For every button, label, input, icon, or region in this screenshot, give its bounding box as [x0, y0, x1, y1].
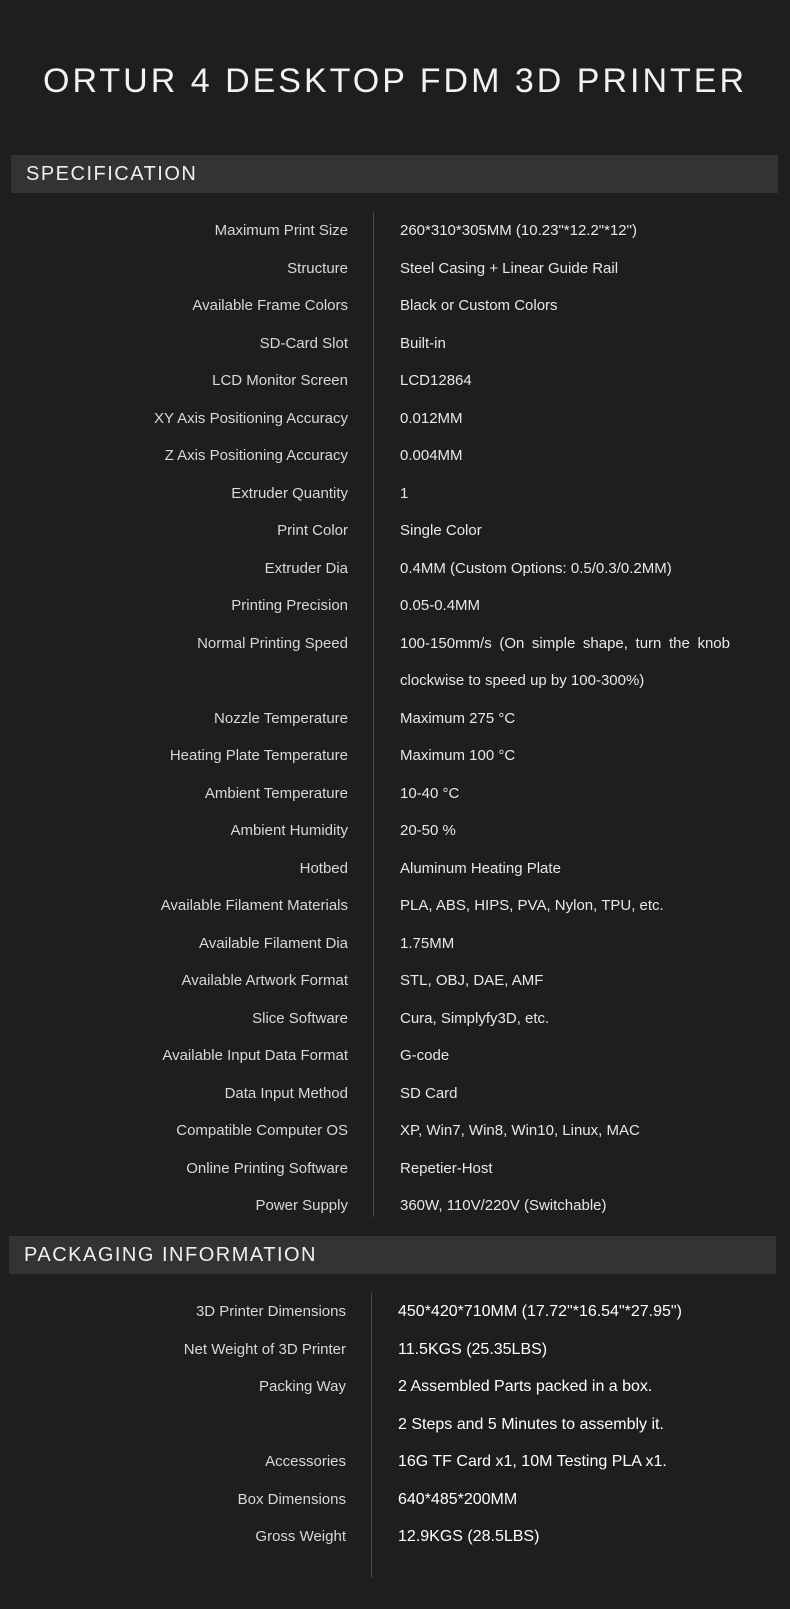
row-label: Accessories [265, 1453, 346, 1470]
row-label: XY Axis Positioning Accuracy [154, 409, 348, 427]
row-label: Power Supply [255, 1197, 348, 1214]
row-label: Gross Weight [255, 1528, 346, 1545]
table-row [0, 587, 790, 625]
row-value: Maximum 100 °C [400, 747, 516, 764]
row-value: XP, Win7, Win8, Win10, Linux, MAC [400, 1122, 640, 1139]
table-row [0, 212, 790, 250]
row-value: 16G TF Card x1, 10M Testing PLA x1. [398, 1453, 667, 1470]
row-value: Built-in [400, 334, 446, 352]
specification-header [11, 155, 778, 193]
table-row [0, 287, 790, 325]
row-label: LCD Monitor Screen [212, 372, 348, 389]
row-label: Available Frame Colors [192, 297, 348, 314]
table-row [0, 475, 790, 513]
row-value: 0.4MM (Custom Options: 0.5/0.3/0.2MM) [400, 559, 672, 577]
row-label: Net Weight of 3D Printer [183, 1340, 346, 1358]
table-row [0, 1518, 790, 1556]
table-row [0, 1368, 790, 1406]
table-row [0, 850, 790, 888]
table-row [0, 1000, 790, 1038]
table-row [0, 775, 790, 813]
row-value: 12.9KGS (28.5LBS) [398, 1528, 540, 1545]
row-label: Available Filament Dia [199, 934, 348, 952]
specification-heading: SPECIFICATION [26, 162, 198, 185]
table-row [0, 1406, 790, 1444]
row-label: Heating Plate Temperature [169, 747, 348, 764]
table-row [0, 1112, 790, 1150]
row-label: Available Filament Materials [160, 897, 348, 914]
row-value: 20-50 % [400, 822, 456, 839]
row-value: Black or Custom Colors [400, 297, 558, 314]
row-value: 0.012MM [400, 409, 463, 427]
table-row [0, 1150, 790, 1188]
row-value: 360W, 110V/220V (Switchable) [400, 1197, 607, 1214]
row-label: Extruder Quantity [231, 484, 348, 502]
row-label: Maximum Print Size [214, 222, 348, 239]
row-label: Nozzle Temperature [214, 709, 348, 727]
row-label: Printing Precision [231, 597, 348, 614]
row-value: Repetier-Host [400, 1159, 493, 1177]
table-row [0, 362, 790, 400]
row-label: Packing Way [259, 1378, 346, 1395]
table-row [0, 737, 790, 775]
packaging-heading: PACKAGING INFORMATION [24, 1243, 317, 1266]
row-label: Structure [287, 259, 348, 277]
table-row [0, 925, 790, 963]
row-value: 100-150mm/s (On simple shape, turn the knob clockwise to speed up by 100-300%) [400, 634, 730, 689]
table-row [0, 625, 790, 700]
row-label: Available Artwork Format [181, 972, 348, 989]
row-value: LCD12864 [400, 372, 472, 389]
row-label: 3D Printer Dimensions [195, 1303, 346, 1320]
row-label: Available Input Data Format [162, 1047, 348, 1064]
table-row [0, 962, 790, 1000]
row-label: Box Dimensions [237, 1490, 346, 1508]
table-row [0, 1293, 790, 1331]
row-label: Extruder Dia [264, 559, 348, 577]
row-label: Z Axis Positioning Accuracy [164, 447, 348, 464]
table-row [0, 1037, 790, 1075]
row-label: Hotbed [299, 859, 348, 877]
table-row [0, 400, 790, 438]
table-row [0, 512, 790, 550]
row-value: 2 Steps and 5 Minutes to assembly it. [398, 1415, 664, 1433]
row-label: Slice Software [252, 1009, 348, 1027]
row-value: 0.05-0.4MM [400, 597, 481, 614]
row-value: 10-40 °C [400, 784, 460, 802]
row-value: 1 [400, 484, 409, 502]
row-value: Cura, Simplyfy3D, etc. [400, 1009, 550, 1027]
row-value: 260*310*305MM (10.23"*12.2"*12") [400, 222, 637, 239]
table-row [0, 1481, 790, 1519]
table-row [0, 250, 790, 288]
table-row [0, 887, 790, 925]
row-value: Steel Casing + Linear Guide Rail [400, 259, 619, 277]
row-value: 2 Assembled Parts packed in a box. [398, 1378, 653, 1395]
row-value: STL, OBJ, DAE, AMF [400, 972, 544, 989]
row-label: Online Printing Software [186, 1159, 348, 1177]
row-value: Maximum 275 °C [400, 709, 516, 727]
row-label: Data Input Method [224, 1084, 348, 1102]
row-value: 1.75MM [400, 934, 455, 952]
table-row [0, 700, 790, 738]
table-row [0, 325, 790, 363]
row-label: Ambient Temperature [204, 784, 348, 802]
row-value: PLA, ABS, HIPS, PVA, Nylon, TPU, etc. [400, 897, 664, 914]
table-row [0, 1443, 790, 1481]
row-value: Single Color [400, 522, 482, 539]
row-value: 640*485*200MM [398, 1490, 518, 1508]
row-value: 450*420*710MM (17.72"*16.54"*27.95") [398, 1303, 682, 1320]
row-label: SD-Card Slot [259, 334, 348, 352]
packaging-header [9, 1236, 776, 1274]
row-value: G-code [400, 1047, 450, 1064]
row-value: SD Card [400, 1084, 458, 1102]
table-row [0, 550, 790, 588]
row-label: Compatible Computer OS [176, 1122, 348, 1139]
page-title: ORTUR 4 DESKTOP FDM 3D PRINTER [43, 62, 747, 100]
row-value: 0.004MM [400, 447, 463, 464]
table-row [0, 437, 790, 475]
table-row [0, 1331, 790, 1369]
row-label: Normal Printing Speed [197, 634, 348, 652]
row-label: Print Color [277, 522, 348, 539]
table-row [0, 1075, 790, 1113]
table-row [0, 1187, 790, 1225]
row-value: 11.5KGS (25.35LBS) [398, 1340, 548, 1358]
row-value: Aluminum Heating Plate [400, 859, 561, 877]
row-label: Ambient Humidity [230, 822, 348, 839]
table-row [0, 812, 790, 850]
